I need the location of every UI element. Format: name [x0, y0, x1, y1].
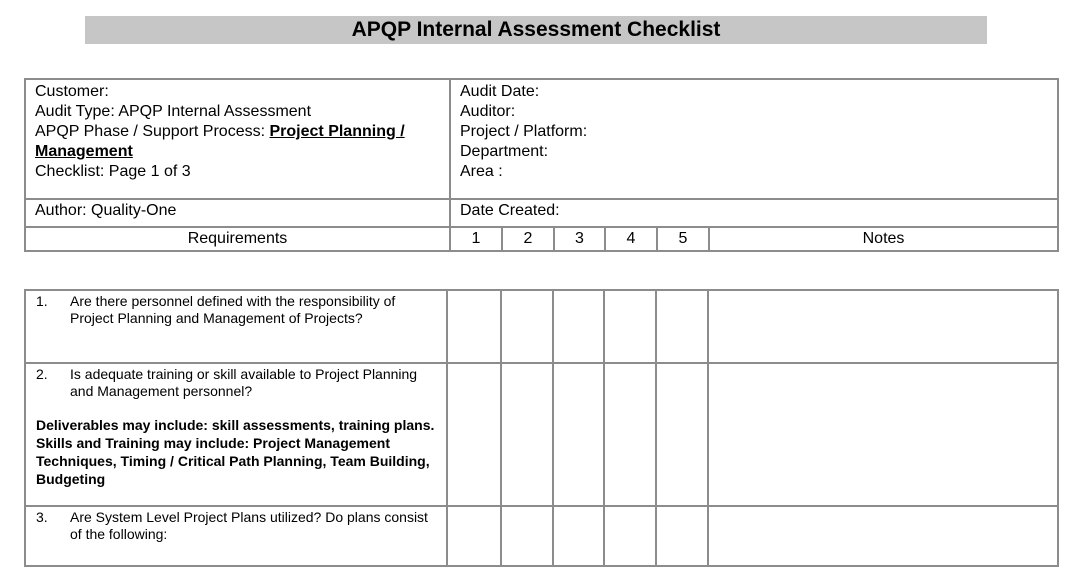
- header-table: [24, 78, 1059, 252]
- audit-date-label: Audit Date:: [460, 83, 540, 100]
- area-label: Area :: [460, 163, 503, 180]
- deliverables-note: Deliverables may include: skill assessments, training plans.: [36, 417, 435, 433]
- table-row: [25, 363, 1058, 506]
- score-cell-3[interactable]: [553, 290, 604, 363]
- phase-value-line2: Management: [35, 143, 133, 160]
- checklist-page-label: Checklist: Page 1 of 3: [35, 163, 191, 180]
- audit-info-left: [25, 79, 450, 199]
- customer-label: Customer:: [35, 83, 109, 100]
- score-cell-4[interactable]: [604, 290, 656, 363]
- score-cell-2[interactable]: [501, 290, 553, 363]
- requirements-table: [24, 289, 1059, 567]
- skills-note: Skills and Training may include: Project Management Techniques, Timing / Critical Path Planning, Team Building, Budgeting: [36, 435, 430, 487]
- apqp-phase-label: [35, 122, 440, 142]
- audit-info-right: [450, 79, 1058, 199]
- col-header-4: 4: [605, 227, 657, 251]
- table-row: [25, 506, 1058, 566]
- author-label: Author: Quality-One: [25, 199, 450, 227]
- requirement-number: 3.: [36, 509, 48, 525]
- col-header-notes: Notes: [709, 227, 1058, 251]
- requirement-text: Are System Level Project Plans utilized? Do plans consist of the following:: [70, 509, 428, 542]
- phase-label-text: APQP Phase / Support Process:: [35, 123, 270, 140]
- requirement-cell: [25, 290, 447, 363]
- notes-cell[interactable]: [708, 506, 1058, 566]
- col-header-1: 1: [450, 227, 502, 251]
- table-row: [25, 290, 1058, 363]
- score-cell-5[interactable]: [656, 506, 708, 566]
- requirement-text: Is adequate training or skill available to Project Planning and Management personnel?: [70, 366, 418, 399]
- score-cell-1[interactable]: [447, 506, 501, 566]
- col-header-2: 2: [502, 227, 554, 251]
- phase-value-line1: Project Planning /: [269, 123, 405, 140]
- score-cell-4[interactable]: [604, 363, 656, 506]
- score-cell-4[interactable]: [604, 506, 656, 566]
- notes-cell[interactable]: [708, 363, 1058, 506]
- project-platform-label: Project / Platform:: [460, 123, 588, 140]
- score-cell-3[interactable]: [553, 506, 604, 566]
- col-header-5: 5: [657, 227, 709, 251]
- score-cell-2[interactable]: [501, 363, 553, 506]
- audit-type-label: Audit Type: APQP Internal Assessment: [35, 103, 312, 120]
- score-cell-5[interactable]: [656, 363, 708, 506]
- requirement-number: 2.: [36, 366, 48, 382]
- department-label: Department:: [460, 143, 549, 160]
- score-cell-1[interactable]: [447, 363, 501, 506]
- auditor-label: Auditor:: [460, 103, 516, 120]
- requirement-text: Are there personnel defined with the responsibility of Project Planning and Management of Projects?: [70, 293, 396, 326]
- col-header-requirements: Requirements: [25, 227, 450, 251]
- requirement-number: 1.: [36, 293, 48, 309]
- date-created-label: Date Created:: [450, 199, 1058, 227]
- requirement-cell: [25, 506, 447, 566]
- col-header-3: 3: [554, 227, 605, 251]
- requirement-cell: [25, 363, 447, 506]
- score-cell-2[interactable]: [501, 506, 553, 566]
- page-title: APQP Internal Assessment Checklist: [85, 16, 987, 44]
- notes-cell[interactable]: [708, 290, 1058, 363]
- score-cell-3[interactable]: [553, 363, 604, 506]
- score-cell-1[interactable]: [447, 290, 501, 363]
- score-cell-5[interactable]: [656, 290, 708, 363]
